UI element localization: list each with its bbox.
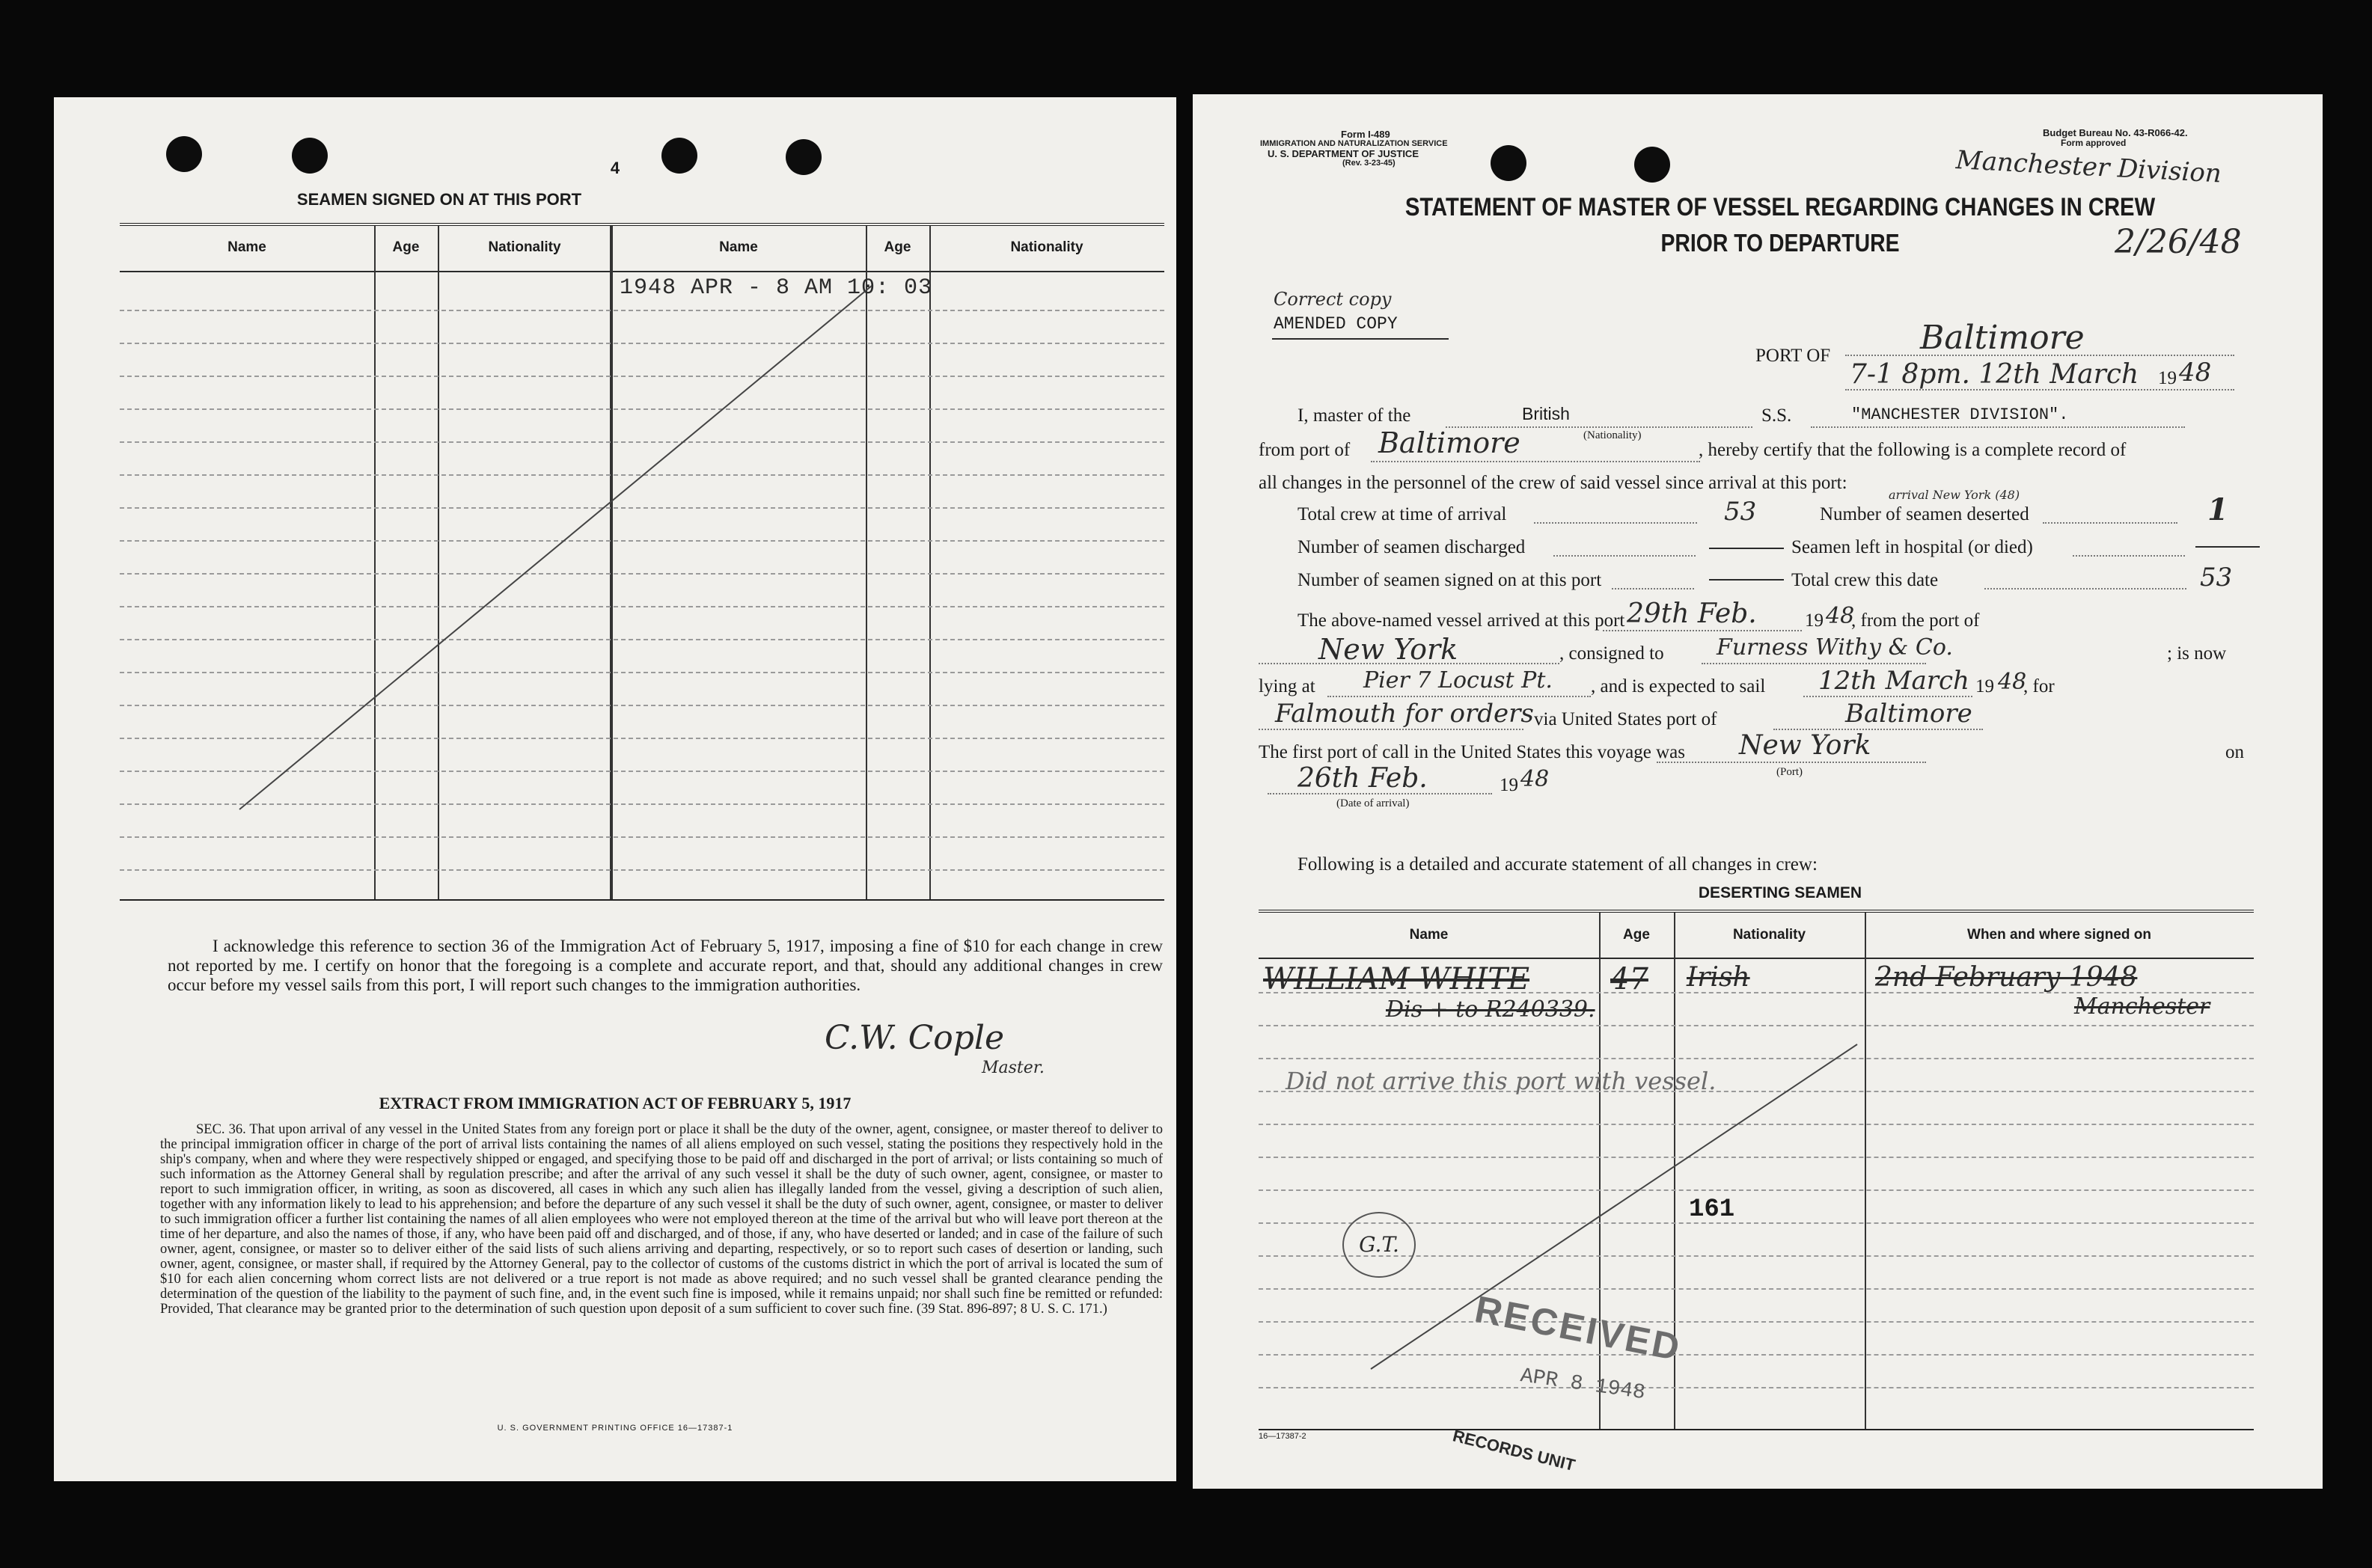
fill-line bbox=[1259, 663, 1559, 664]
circled-note: G.T. bbox=[1342, 1212, 1416, 1278]
first-date-year-value: 48 bbox=[1520, 766, 1550, 792]
year-prefix: 19 bbox=[2158, 368, 2177, 388]
form-revision: (Rev. 3-23-45) bbox=[1342, 159, 1396, 168]
for-label: , for bbox=[2023, 676, 2055, 696]
date-received-stamp: 1948 APR - 8 AM 10: 03 bbox=[620, 275, 933, 301]
handwritten-vessel-note: Manchester Division bbox=[1954, 145, 2222, 189]
fill-line bbox=[1845, 355, 2234, 356]
form-subtitle: PRIOR TO DEPARTURE bbox=[1660, 229, 1900, 257]
discharged-label: Number of seamen discharged bbox=[1297, 537, 1526, 557]
underline bbox=[1272, 338, 1449, 340]
port-of-label: PORT OF bbox=[1755, 346, 1831, 366]
discharge-note: Dis + to R240339. bbox=[1386, 996, 1595, 1023]
leader-dots bbox=[2043, 522, 2177, 524]
acknowledgment-text: I acknowledge this reference to section 36 of the Immigration Act of February 5, 1917, imposing a fine of $10 for each change in crew not reported by me. I certify on honor that the foregoing is a complete and accurate report, and that, should any additional changes in crew occur before my vessel sails from this port, I will report such changes to the immigration authorities. bbox=[168, 937, 1163, 994]
column-header-age: Age bbox=[884, 239, 911, 255]
deserter-age: 47 bbox=[1610, 962, 1648, 996]
received-date-stamp: APR 8 1948 bbox=[1518, 1365, 1647, 1406]
arrived-year-prefix: 19 bbox=[1805, 610, 1824, 631]
dash-entry bbox=[2195, 546, 2260, 548]
expected-label: , and is expected to sail bbox=[1591, 676, 1766, 696]
port-of-value: Baltimore bbox=[1920, 319, 2085, 357]
deserted-label: Number of seamen deserted bbox=[1820, 504, 2029, 524]
expected-year-prefix: 19 bbox=[1975, 676, 1994, 696]
deserting-seamen-table bbox=[1259, 910, 2254, 1430]
column-header-nationality: Nationality bbox=[1732, 927, 1806, 943]
lying-at-label: lying at bbox=[1259, 676, 1315, 696]
page-number: 4 bbox=[610, 159, 620, 177]
column-header-name: Name bbox=[227, 239, 266, 255]
agency-line: IMMIGRATION AND NATURALIZATION SERVICE bbox=[1260, 139, 1448, 148]
total-crew-date-label: Total crew this date bbox=[1791, 570, 1939, 590]
date-line-value: 7-1 8pm. 12th March bbox=[1850, 359, 2139, 390]
amended-copy-label: AMENDED COPY bbox=[1274, 314, 1398, 334]
records-unit-stamp: RECORDS UNIT bbox=[1451, 1426, 1577, 1475]
form-number: Form I-489 bbox=[1341, 129, 1390, 140]
table-title: SEAMEN SIGNED ON AT THIS PORT bbox=[296, 190, 582, 209]
nationality-caption: (Nationality) bbox=[1583, 429, 1642, 441]
column-header-name: Name bbox=[1409, 927, 1449, 943]
arrived-value: 29th Feb. bbox=[1627, 598, 1757, 629]
following-text: Following is a detailed and accurate statement of all changes in crew: bbox=[1297, 854, 1818, 875]
fill-line bbox=[1371, 461, 1700, 462]
leader-dots bbox=[1612, 588, 1694, 589]
from-port-label: from port of bbox=[1259, 440, 1351, 460]
deserter-nationality: Irish bbox=[1687, 962, 1750, 993]
left-page bbox=[54, 97, 1176, 1481]
date-of-arrival-caption: (Date of arrival) bbox=[1336, 797, 1410, 809]
consigned-label: , consigned to bbox=[1559, 643, 1664, 664]
ss-label: S.S. bbox=[1761, 405, 1792, 426]
all-changes-text: all changes in the personnel of the crew of said vessel since arrival at this port: bbox=[1259, 473, 1847, 493]
total-crew-arrival-label: Total crew at time of arrival bbox=[1297, 504, 1507, 524]
certify-text: , hereby certify that the following is a complete record of bbox=[1699, 440, 2127, 460]
deserted-value: 1 bbox=[2207, 492, 2228, 527]
port-caption: (Port) bbox=[1776, 766, 1803, 778]
budget-bureau-number: Budget Bureau No. 43-R066-42. bbox=[2043, 127, 2188, 138]
nationality-value: British bbox=[1522, 404, 1570, 423]
form-approved: Form approved bbox=[2061, 138, 2127, 148]
master-signature: C.W. Cople bbox=[825, 1019, 1005, 1057]
leader-dots bbox=[1553, 555, 1696, 557]
deserter-name: WILLIAM WHITE bbox=[1263, 962, 1530, 996]
agency-line: U. S. DEPARTMENT OF JUSTICE bbox=[1268, 148, 1419, 159]
first-date-value: 26th Feb. bbox=[1297, 763, 1428, 794]
total-crew-arrival-value: 53 bbox=[1724, 497, 1757, 527]
column-header-when-where: When and where signed on bbox=[1967, 927, 2151, 943]
deserting-title: DESERTING SEAMEN bbox=[1698, 884, 1862, 901]
from-port-value: Baltimore bbox=[1378, 426, 1520, 459]
leader-dots bbox=[1984, 588, 2186, 589]
expected-value: 12th March bbox=[1818, 666, 1969, 696]
cancel-diagonal-line bbox=[1259, 913, 2254, 1429]
hospital-label: Seamen left in hospital (or died) bbox=[1791, 537, 2033, 557]
column-header-name: Name bbox=[719, 239, 758, 255]
is-now-label: ; is now bbox=[2167, 643, 2227, 664]
fill-line bbox=[1327, 696, 1591, 697]
form-title: STATEMENT OF MASTER OF VESSEL REGARDING CHANGES IN CREW bbox=[1404, 193, 2156, 221]
date-year-value: 48 bbox=[2179, 358, 2212, 388]
stamped-number: 161 bbox=[1689, 1195, 1735, 1224]
received-stamp: RECEIVED bbox=[1471, 1287, 1685, 1369]
deserter-signed-ship: Manchester bbox=[2074, 993, 2210, 1020]
arrived-year-value: 48 bbox=[1826, 603, 1855, 629]
punch-hole bbox=[1491, 145, 1526, 181]
expected-year-value: 48 bbox=[1998, 669, 2027, 695]
dash-entry bbox=[1709, 548, 1784, 549]
right-page bbox=[1193, 94, 2323, 1489]
fill-line bbox=[1811, 426, 2185, 428]
column-header-age: Age bbox=[1623, 927, 1650, 943]
fill-line bbox=[1702, 663, 1926, 664]
destination-value: Falmouth for orders bbox=[1275, 699, 1534, 729]
first-port-label: The first port of call in the United States this voyage was bbox=[1259, 742, 1686, 762]
arrival-note: arrival New York (48) bbox=[1889, 488, 2020, 502]
lying-at-value: Pier 7 Locust Pt. bbox=[1363, 667, 1553, 693]
arrived-label: The above-named vessel arrived at this port bbox=[1297, 610, 1625, 631]
did-not-arrive-note: Did not arrive this port with vessel. bbox=[1286, 1067, 1717, 1095]
statute-text: SEC. 36. That upon arrival of any vessel in the United States from any foreign port or place it shall be the duty of the owner, agent, consignee, or master thereof to deliver to the principal immigration officer in charge of the port of arrival lists containing the names of all aliens employed on such vessel, stating the positions they respectively hold in the ship's company, when and where they were respectively shipped or engaged, and specifying those to be paid off and discharged in the port of arrival; or lists containing so much of such information as the Attorney General shall by regulation prescribe; and after the arrival of any such vessel it shall be the duty of such owner, agent, consignee, or master to report to such immigration officer, in writing, as soon as discovered, all cases in which any such alien has illegally landed from the vessel, giving a description of such alien, together with any information likely to lead to his apprehension; and before the departure of any such vessel it shall be the duty of such owner, agent, consignee, or master to deliver to such immigration officer a further list containing the names of all alien employees who were not employed thereon at the time of the arrival but who will leave port thereon at the time of her departure, and also the names of those, if any, who have been paid off and discharged, and of those, if any, who have deserted or landed; and in case of the failure of such owner, agent, consignee, or master so to deliver either of the said lists of such aliens arriving and departing, respectively, or so to report such cases of desertion or landing, such owner, agent, consignee, or master shall, if required by the Attorney General, pay to the collector of customs of the customs district in which the port of arrival is located the sum of $10 for each alien concerning whom correct lists are not delivered or a true report is not made as above required; and no such vessel shall be granted clearance pending the determination of the question of the liability to the payment of such fine, and, in the event such fine is imposed, while it remains unpaid; nor shall such fine be remitted or refunded: Provided, That clearance may be granted prior to the determination of such question upon deposit of a sum sufficient to cover such fine. (39 Stat. 896-897; 8 U. S. C. 171.) bbox=[160, 1122, 1163, 1317]
leader-dots bbox=[1534, 522, 1697, 524]
consigned-value: Furness Withy & Co. bbox=[1717, 634, 1953, 661]
first-date-year-prefix: 19 bbox=[1500, 775, 1518, 795]
first-port-value: New York bbox=[1739, 730, 1871, 761]
dash-entry bbox=[1709, 579, 1784, 581]
fill-line bbox=[1268, 793, 1492, 794]
printer-line: U. S. GOVERNMENT PRINTING OFFICE 16—17387-1 bbox=[497, 1424, 733, 1433]
fill-line bbox=[1259, 729, 1523, 730]
fill-line bbox=[1845, 389, 2234, 391]
column-header-nationality: Nationality bbox=[1010, 239, 1083, 255]
cancel-diagonal-line bbox=[120, 226, 1164, 899]
signed-on-table bbox=[120, 223, 1164, 901]
total-crew-date-value: 53 bbox=[2200, 563, 2233, 592]
column-header-age: Age bbox=[392, 239, 420, 255]
handwritten-date-note: 2/26/48 bbox=[2115, 223, 2242, 261]
extract-title: EXTRACT FROM IMMIGRATION ACT OF FEBRUARY 5, 1917 bbox=[379, 1094, 852, 1112]
fill-line bbox=[1803, 696, 1972, 697]
from-port-of-value: New York bbox=[1318, 633, 1458, 666]
correct-copy-note: Correct copy bbox=[1274, 289, 1392, 310]
via-label: via United States port of bbox=[1534, 709, 1717, 729]
fill-line bbox=[1603, 630, 1802, 631]
fill-line bbox=[1657, 762, 1926, 763]
printer-line: 16—17387-2 bbox=[1259, 1432, 1306, 1441]
column-header-nationality: Nationality bbox=[488, 239, 561, 255]
vessel-name: "MANCHESTER DIVISION". bbox=[1851, 405, 2069, 424]
via-value: Baltimore bbox=[1845, 699, 1972, 729]
from-port-of-label: , from the port of bbox=[1851, 610, 1980, 631]
on-label: on bbox=[2225, 742, 2244, 762]
deserter-signed-on: 2nd February 1948 bbox=[1875, 962, 2138, 993]
signature-title: Master. bbox=[982, 1059, 1045, 1077]
leader-dots bbox=[2073, 555, 2185, 557]
punch-hole bbox=[1634, 147, 1670, 183]
signed-on-label: Number of seamen signed on at this port bbox=[1297, 570, 1602, 590]
master-of-label: I, master of the bbox=[1297, 405, 1411, 426]
